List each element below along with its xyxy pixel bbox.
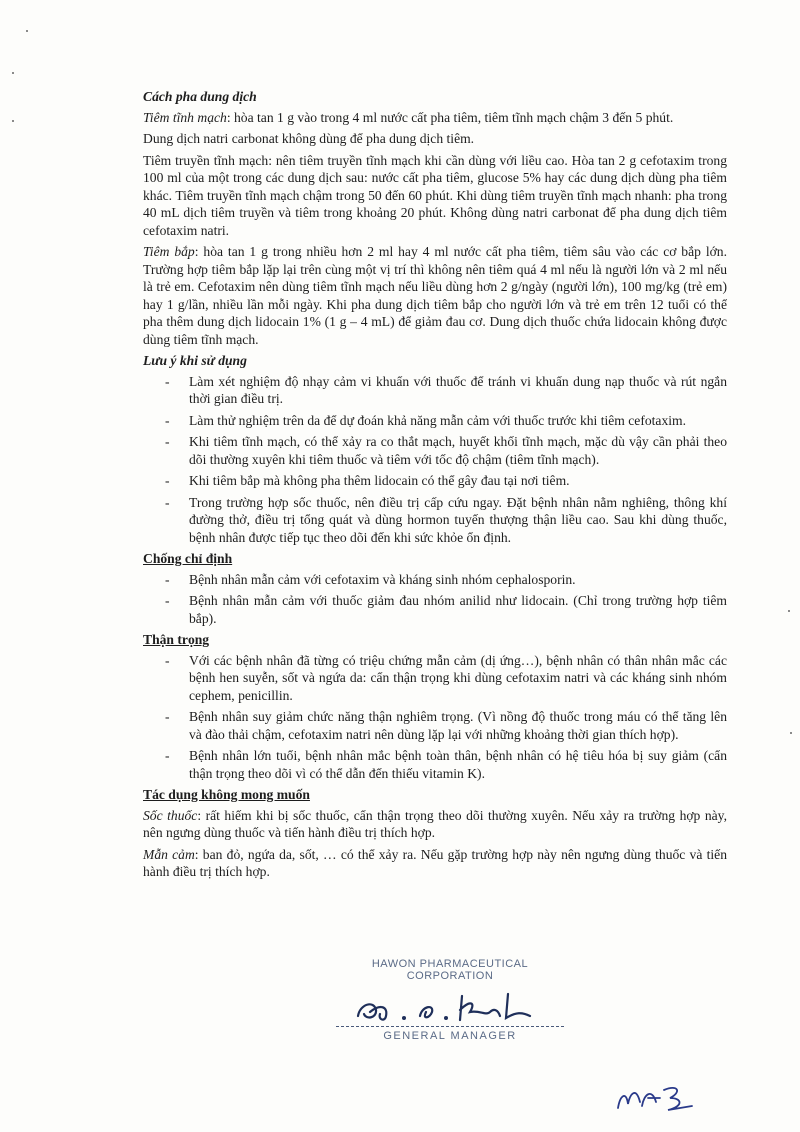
list-item: - Bệnh nhân suy giảm chức năng thận nghiêm trọng. (Vì nồng độ thuốc trong máu có thể tăng lên và đào thải chậm, cefotaxim natri nên dùng lặp lại với những khoảng thời gian thích hợp). bbox=[143, 708, 727, 743]
scan-speck bbox=[12, 72, 14, 74]
usage-notes-list bbox=[143, 373, 727, 547]
paragraph-im-injection: Tiêm bắp: hòa tan 1 g trong nhiều hơn 2 ml hay 4 ml nước cất pha tiêm, tiêm sâu vào các cơ bắp lớn. Trường hợp tiêm bắp lặp lại trên cùng một vị trí thì không nên tiêm quá 4 ml nếu là người lớn và 2 ml nếu là trẻ em. Cefotaxim nên dùng tiêm tĩnh mạch nếu liều dùng hơn 2 g/ngày (người lớn), 100 mg/kg (trẻ em) hay 1 g/lần, nhiều lần mỗi ngày. Khi pha dung dịch tiêm bắp cho người lớn và trẻ em trên 12 tuổi có thể pha thêm dung dịch lidocain 1% (1 g – 4 mL) để giảm đau cơ. Dung dịch thuốc chứa lidocain không được dùng tiêm tĩnh mạch. bbox=[143, 244, 727, 347]
paragraph-carbonate-note: Dung dịch natri carbonat không dùng để pha dung dịch tiêm. bbox=[143, 131, 475, 146]
section-title-caution: Thận trọng bbox=[143, 632, 210, 647]
handwritten-initials bbox=[612, 1076, 702, 1116]
scan-speck bbox=[788, 610, 790, 612]
caution-list bbox=[143, 652, 727, 783]
paragraph-iv-infusion: Tiêm truyền tĩnh mạch: nên tiêm truyền tĩnh mạch khi cần dùng với liều cao. Hòa tan 2 g cefotaxim trong 100 ml của một trong các dung dịch sau: nước cất pha tiêm, glucose 5% hay các dung dịch dùng pha tiêm khác. Tiêm truyền tĩnh mạch chậm trong 50 đến 60 phút. Khi dùng tiêm truyền tĩnh mạch nhanh: pha trong 40 mL dịch tiêm truyền và tiêm trong khoảng 20 phút. Không dùng natri carbonat để pha dung dịch tiêm cefotaxim natri. bbox=[143, 152, 727, 238]
stamp-company-name: HAWON PHARMACEUTICAL CORPORATION bbox=[371, 958, 529, 982]
paragraph-iv-injection: Tiêm tĩnh mạch: hòa tan 1 g vào trong 4 ml nước cất pha tiêm, tiêm tĩnh mạch chậm 3 đến 5 phút. bbox=[143, 109, 674, 125]
paragraph-shock: Sốc thuốc: rất hiếm khi bị sốc thuốc, cẩn thận trọng theo dõi thường xuyên. Nếu xảy ra trường hợp này, nên ngưng dùng thuốc và tiến hành điều trị thích hợp. bbox=[143, 807, 727, 840]
contraindications-list bbox=[143, 571, 727, 628]
company-stamp bbox=[330, 958, 570, 1042]
lead-term: Tiêm bắp bbox=[143, 244, 195, 259]
section-title-preparation: Cách pha dung dịch bbox=[143, 89, 257, 104]
lead-term: Mẫn cảm bbox=[143, 846, 195, 862]
list-item: - Khi tiêm tĩnh mạch, có thể xảy ra co thắt mạch, huyết khối tĩnh mạch, mặc dù vậy cần phải theo dõi thường xuyên khi tiêm thuốc và tiêm với tốc độ chậm (tiêm tĩnh mạch). bbox=[143, 433, 727, 468]
scan-speck bbox=[790, 732, 792, 734]
section-title-adverse-effects: Tác dụng không mong muốn bbox=[143, 787, 310, 802]
list-item: - Làm thử nghiệm trên da để dự đoán khả năng mẫn cảm với thuốc trước khi tiêm cefotaxim. bbox=[143, 412, 727, 430]
list-item: - Làm xét nghiệm độ nhạy cảm vi khuẩn với thuốc để tránh vi khuẩn dung nạp thuốc và rút ngắn thời gian điều trị. bbox=[143, 373, 727, 408]
list-item: - Bệnh nhân mẫn cảm với cefotaxim và kháng sinh nhóm cephalosporin. bbox=[143, 571, 727, 589]
list-item: - Bệnh nhân lớn tuổi, bệnh nhân mắc bệnh toàn thân, bệnh nhân có hệ tiêu hóa bị suy giảm (cẩn thận trọng theo dõi vì có thể dẫn đến thiếu vitamin K). bbox=[143, 747, 727, 782]
scan-speck bbox=[26, 30, 28, 32]
paragraph-hypersensitivity: Mẫn cảm: ban đỏ, ngứa da, sốt, … có thể xảy ra. Nếu gặp trường hợp này nên ngưng dùng thuốc và tiến hành điều trị thích hợp. bbox=[143, 846, 727, 879]
list-item: - Với các bệnh nhân đã từng có triệu chứng mẫn cảm (dị ứng…), bệnh nhân có thân nhân mắc các bệnh hen suyễn, sốt và ngứa da: cẩn thận trọng khi dùng cefotaxim natri và các kháng sinh nhóm cephem, penicillin. bbox=[143, 652, 727, 705]
stamp-role: GENERAL MANAGER bbox=[383, 1030, 517, 1042]
lead-term: Sốc thuốc bbox=[143, 807, 198, 823]
signature-line bbox=[336, 1026, 564, 1027]
signature-drawing bbox=[330, 982, 570, 1026]
section-title-usage-notes: Lưu ý khi sử dụng bbox=[143, 353, 247, 368]
list-item: - Khi tiêm bắp mà không pha thêm lidocain có thể gây đau tại nơi tiêm. bbox=[143, 472, 727, 490]
document-body bbox=[143, 88, 727, 885]
section-title-contraindications: Chống chỉ định bbox=[143, 551, 233, 566]
list-item: - Trong trường hợp sốc thuốc, nên điều trị cấp cứu ngay. Đặt bệnh nhân nằm nghiêng, thông khí đường thở, điều trị tổng quát và dùng hormon tuyến thượng thận liều cao. Sau khi dùng thuốc, bệnh nhân được tiếp tục theo dõi đến khi sức khỏe ổn định. bbox=[143, 494, 727, 547]
list-item: - Bệnh nhân mẫn cảm với thuốc giảm đau nhóm anilid như lidocain. (Chỉ trong trường hợp tiêm bắp). bbox=[143, 592, 727, 627]
signature bbox=[330, 982, 570, 1026]
scan-speck bbox=[12, 120, 14, 122]
lead-term: Tiêm tĩnh mạch bbox=[143, 109, 227, 125]
